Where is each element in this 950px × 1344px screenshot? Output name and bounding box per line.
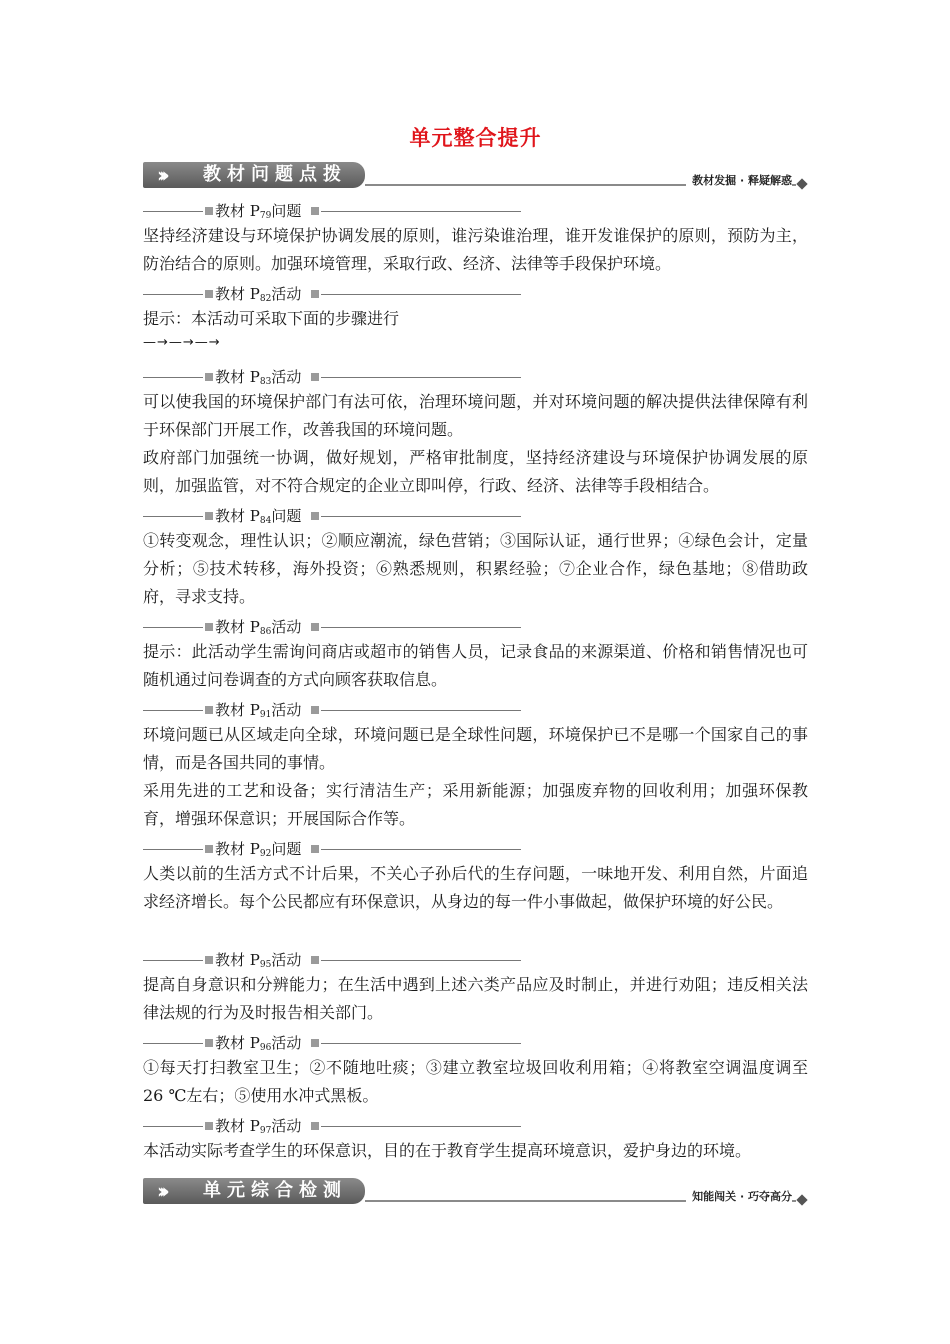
page-number: 84	[259, 516, 272, 526]
heading-line	[143, 1126, 203, 1127]
banner-textbook-questions	[143, 160, 808, 190]
heading-prefix: 教材 P	[215, 951, 260, 969]
banner-label: 教材问题点拨	[203, 164, 347, 185]
section-heading	[143, 838, 523, 860]
square-icon	[205, 290, 213, 298]
banner-subtitle: 知能闯关 · 巧夺高分	[686, 1188, 792, 1204]
heading-line	[321, 516, 521, 517]
heading-line	[143, 849, 203, 850]
page-number: 86	[259, 627, 272, 637]
square-icon	[205, 706, 213, 714]
square-icon	[205, 623, 213, 631]
heading-prefix: 教材 P	[215, 285, 260, 303]
section	[143, 1032, 808, 1110]
square-icon	[311, 845, 319, 853]
section	[143, 699, 808, 833]
heading-line	[321, 1126, 521, 1127]
banner-unit-test	[143, 1176, 808, 1206]
heading-prefix: 教材 P	[215, 618, 260, 636]
heading-prefix: 教材 P	[215, 1117, 260, 1135]
paragraph: 坚持经济建设与环境保护协调发展的原则，谁污染谁治理，谁开发谁保护的原则，预防为主，防治结合的原则。加强环境管理，采取行政、经济、法律等手段保护环境。	[143, 226, 808, 273]
heading-line	[321, 1043, 521, 1044]
step-arrows: —→—→—→	[143, 335, 221, 350]
section-heading	[143, 283, 523, 305]
square-icon	[205, 956, 213, 964]
heading-line	[321, 377, 521, 378]
heading-suffix: 问题	[271, 202, 302, 220]
square-icon	[311, 1122, 319, 1130]
chevron-right-icon: ›››	[157, 1179, 164, 1203]
page-number: 97	[259, 1126, 272, 1136]
square-icon	[311, 956, 319, 964]
square-icon	[311, 207, 319, 215]
heading-line	[321, 849, 521, 850]
section	[143, 949, 808, 1027]
section	[143, 1115, 808, 1165]
heading-prefix: 教材 P	[215, 1034, 260, 1052]
page-number: 82	[259, 294, 272, 304]
heading-suffix: 活动	[271, 951, 302, 969]
section-heading	[143, 1115, 523, 1137]
paragraph: 可以使我国的环境保护部门有法可依，治理环境问题，并对环境问题的解决提供法律保障有利于环保部门开展工作，改善我国的环境问题。	[143, 392, 808, 439]
heading-suffix: 活动	[271, 368, 302, 386]
section-heading	[143, 699, 523, 721]
paragraph: 环境问题已从区域走向全球，环境问题已是全球性问题，环境保护已不是哪一个国家自己的事情，而是各国共同的事情。	[143, 725, 808, 772]
paragraph: 提示：此活动学生需询问商店或超市的销售人员，记录食品的来源渠道、价格和销售情况也可随机通过问卷调查的方式向顾客获取信息。	[143, 642, 808, 689]
square-icon	[311, 623, 319, 631]
banner-label: 单元综合检测	[203, 1180, 347, 1201]
heading-line	[143, 710, 203, 711]
square-icon	[205, 1039, 213, 1047]
section-heading	[143, 200, 523, 222]
section	[143, 200, 808, 278]
heading-line	[143, 377, 203, 378]
square-icon	[311, 706, 319, 714]
square-icon	[311, 290, 319, 298]
heading-prefix: 教材 P	[215, 202, 260, 220]
heading-line	[143, 294, 203, 295]
paragraph: 采用先进的工艺和设备；实行清洁生产；采用新能源；加强废弃物的回收利用；加强环保教育，增强环保意识；开展国际合作等。	[143, 781, 808, 828]
square-icon	[205, 207, 213, 215]
chevron-right-icon: ›››	[157, 163, 164, 187]
square-icon	[311, 373, 319, 381]
square-icon	[311, 1039, 319, 1047]
heading-line	[143, 627, 203, 628]
heading-line	[321, 211, 521, 212]
page-number: 83	[259, 377, 272, 387]
heading-suffix: 活动	[271, 1117, 302, 1135]
banner-subtitle: 教材发掘 · 释疑解惑	[686, 172, 792, 188]
heading-line	[143, 516, 203, 517]
page-number: 91	[259, 710, 272, 720]
page-number: 96	[259, 1043, 272, 1053]
page-number: 92	[259, 849, 272, 859]
paragraph: ①每天打扫教室卫生；②不随地吐痰；③建立教室垃圾回收利用箱；④将教室空调温度调至 26 ℃左右；⑤使用水冲式黑板。	[143, 1058, 808, 1105]
page-title: 单元整合提升	[409, 126, 542, 150]
square-icon	[205, 512, 213, 520]
paragraph: 提示：本活动可采取下面的步骤进行	[143, 309, 400, 328]
paragraph: 人类以前的生活方式不计后果，不关心子孙后代的生存问题，一味地开发、利用自然，片面追求经济增长。每个公民都应有环保意识，从身边的每一件小事做起，做保护环境的好公民。	[143, 864, 808, 911]
square-icon	[205, 373, 213, 381]
heading-suffix: 活动	[271, 701, 302, 719]
heading-line	[321, 710, 521, 711]
heading-suffix: 问题	[271, 840, 302, 858]
heading-suffix: 活动	[271, 285, 302, 303]
section	[143, 505, 808, 611]
paragraph: 提高自身意识和分辨能力；在生活中遇到上述六类产品应及时制止，并进行劝阻；违反相关法律法规的行为及时报告相关部门。	[143, 975, 808, 1022]
heading-suffix: 活动	[271, 618, 302, 636]
diamond-icon	[796, 1194, 807, 1205]
section-heading	[143, 616, 523, 638]
paragraph: 政府部门加强统一协调，做好规划，严格审批制度，坚持经济建设与环境保护协调发展的原则，加强监管，对不符合规定的企业立即叫停，行政、经济、法律等手段相结合。	[143, 448, 808, 495]
section	[143, 616, 808, 694]
paragraph: ①转变观念，理性认识；②顺应潮流，绿色营销；③国际认证，通行世界；④绿色会计，定量分析；⑤技术转移，海外投资；⑥熟悉规则，积累经验；⑦企业合作，绿色基地；⑧借助政府，寻求支持。	[143, 531, 808, 606]
page-number: 79	[259, 211, 272, 221]
heading-prefix: 教材 P	[215, 368, 260, 386]
section	[143, 838, 808, 916]
section-heading	[143, 366, 523, 388]
square-icon	[311, 512, 319, 520]
heading-line	[321, 960, 521, 961]
heading-prefix: 教材 P	[215, 840, 260, 858]
heading-line	[143, 960, 203, 961]
heading-suffix: 活动	[271, 1034, 302, 1052]
section-heading	[143, 1032, 523, 1054]
heading-line	[143, 1043, 203, 1044]
heading-prefix: 教材 P	[215, 507, 260, 525]
section	[143, 283, 808, 353]
section-heading	[143, 505, 523, 527]
section	[143, 366, 808, 500]
square-icon	[205, 1122, 213, 1130]
heading-suffix: 问题	[271, 507, 302, 525]
diamond-icon	[796, 178, 807, 189]
square-icon	[205, 845, 213, 853]
paragraph: 本活动实际考查学生的环保意识，目的在于教育学生提高环境意识，爱护身边的环境。	[143, 1141, 752, 1160]
heading-line	[321, 294, 521, 295]
heading-line	[143, 211, 203, 212]
page-number: 95	[259, 960, 272, 970]
section-heading	[143, 949, 523, 971]
heading-prefix: 教材 P	[215, 701, 260, 719]
heading-line	[321, 627, 521, 628]
